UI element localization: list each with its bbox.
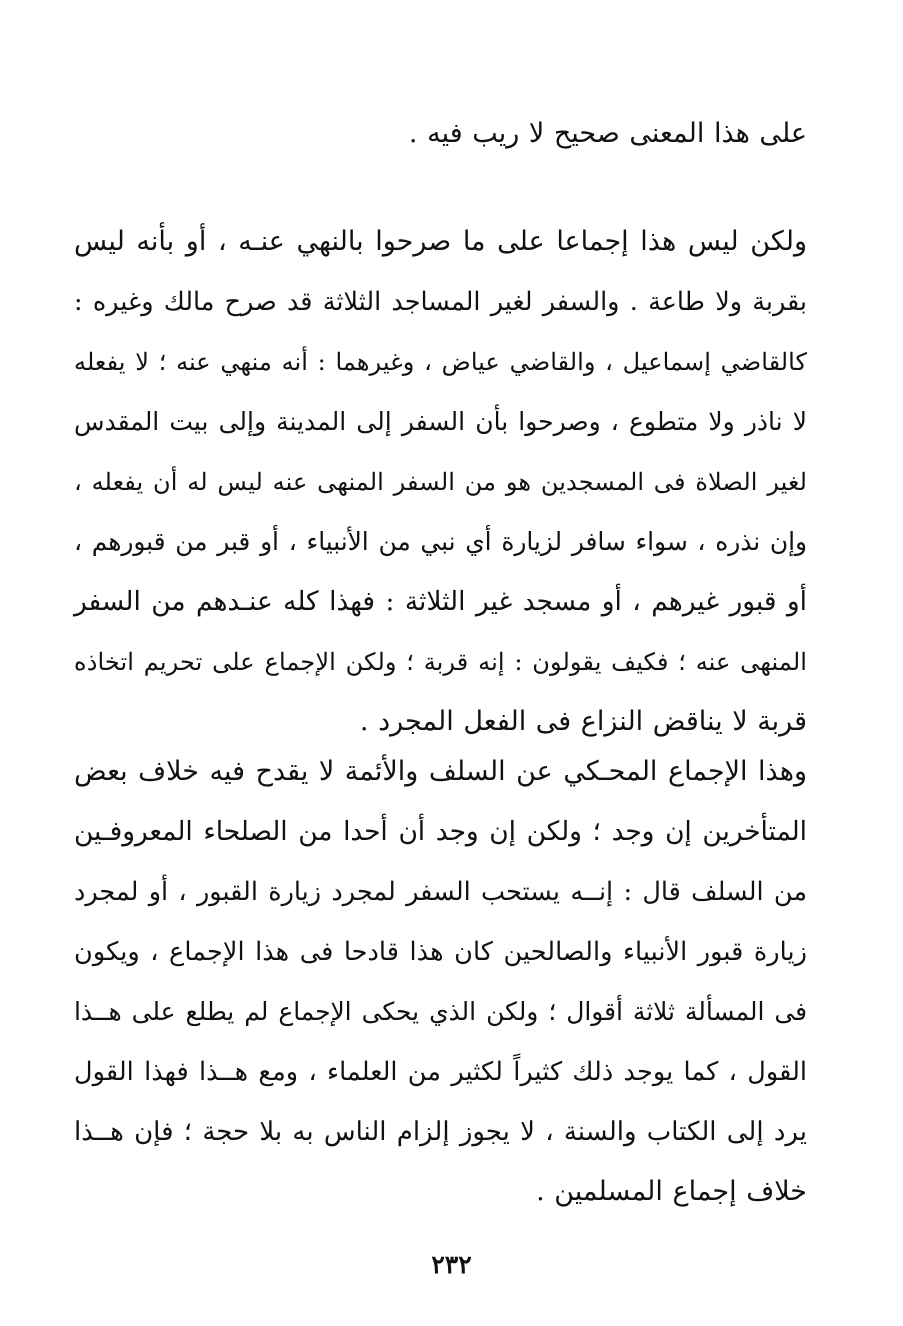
text-line: أو قبور غيرهم ، أو مسجد غير الثلاثة : فهذا كله عنـدهم من السفر xyxy=(74,587,807,617)
text-line: زيارة قبور الأنبياء والصالحين كان هذا قادحا فى هذا الإجماع ، ويكون xyxy=(74,937,807,967)
text-line: وإن نذره ، سواء سافر لزيارة أي نبي من الأنبياء ، أو قبر من قبورهم ، xyxy=(74,527,807,556)
paragraph-3 xyxy=(74,742,807,1222)
text-line: لغير الصلاة فى المسجدين هو من السفر المنهى عنه ليس له أن يفعله ، xyxy=(74,468,807,496)
text-line: بقربة ولا طاعة . والسفر لغير المساجد الثلاثة قد صرح مالك وغيره : xyxy=(74,287,807,317)
text-line: القول ، كما يوجد ذلك كثيراً لكثير من العلماء ، ومع هــذا فهذا القول xyxy=(74,1057,807,1087)
page-number: ٢٣٢ xyxy=(431,1250,472,1279)
text-line: فى المسألة ثلاثة أقوال ؛ ولكن الذي يحكى الإجماع لم يطلع على هــذا xyxy=(74,997,807,1026)
text-line: لا ناذر ولا متطوع ، وصرحوا بأن السفر إلى المدينة وإلى بيت المقدس xyxy=(74,407,807,436)
text-line: ولكن ليس هذا إجماعا على ما صرحوا بالنهي عنـه ، أو بأنه ليس xyxy=(74,226,807,257)
text-line: قربة لا يناقض النزاع فى الفعل المجرد . xyxy=(359,706,807,737)
paragraph-1 xyxy=(74,104,807,164)
text-line: خلاف إجماع المسلمين . xyxy=(536,1176,807,1207)
text-line: كالقاضي إسماعيل ، والقاضي عياض ، وغيرهما : أنه منهي عنه ؛ لا يفعله xyxy=(74,348,807,376)
text-line: المتأخرين إن وجد ؛ ولكن إن وجد أن أحدا من الصلحاء المعروفـين xyxy=(74,817,807,847)
paragraph-2 xyxy=(74,212,807,752)
text-line: وهذا الإجماع المحـكي عن السلف والأئمة لا يقدح فيه خلاف بعض xyxy=(74,756,807,787)
text-line: يرد إلى الكتاب والسنة ، لا يجوز إلزام الناس به بلا حجة ؛ فإن هــذا xyxy=(74,1117,807,1147)
text-line: المنهى عنه ؛ فكيف يقولون : إنه قربة ؛ ولكن الإجماع على تحريم اتخاذه xyxy=(74,647,807,676)
text-line: من السلف قال : إنــه يستحب السفر لمجرد زيارة القبور ، أو لمجرد xyxy=(74,877,807,907)
text-line: على هذا المعنى صحيح لا ريب فيه . xyxy=(408,118,807,149)
